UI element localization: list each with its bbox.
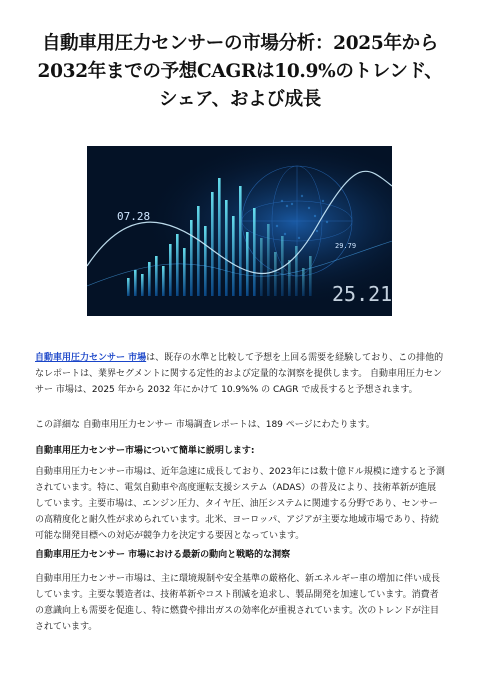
hero-bar xyxy=(225,200,228,296)
intro-text: は、既存の水準と比較して予想を上回る需要を経験しており、この排他的なレポートは、業界セグメントに関する定性的および定量的な洞察を提供します。 自動車用圧力センサー 市場は、2025 年から 2032 年にかけて 10.9%% の CAGR で成長すると予想されます。 xyxy=(35,353,444,395)
hero-bar xyxy=(155,256,158,296)
hero-bar xyxy=(218,178,221,296)
section-1-paragraph: 自動車用圧力センサー市場は、近年急速に成長しており、2023年には数十億ドル規模に達すると予測されています。特に、電気自動車や高度運転支援システム（ADAS）の普及により、技術革新が進展しています。主要市場は、エンジン圧力、タイヤ圧、油圧システムに関連する分野であり、センサーの高精度化と耐久性が求められています。北米、ヨーロッパ、アジアが主要な地域市場であり、持続可能な開発目標への対応が競争力を決定する要因となっています。 xyxy=(35,467,445,541)
hero-bar xyxy=(288,260,291,296)
hero-readout-1: 07.28 xyxy=(117,210,151,223)
hero-readout-3: 25.21 xyxy=(332,282,392,306)
hero-bar xyxy=(141,274,144,296)
financial-chart-illustration xyxy=(87,146,392,316)
title-line-1: 自動車用圧力センサーの市場分析：2025年から xyxy=(41,33,439,54)
hero-bar xyxy=(246,232,249,296)
hero-readout-2: 29.79 xyxy=(335,242,357,250)
title-line-3: シェア、および成長 xyxy=(159,89,321,110)
intro-paragraph xyxy=(35,350,445,398)
hero-bar xyxy=(232,216,235,296)
hero-bar xyxy=(183,248,186,296)
hero-bar xyxy=(162,266,165,296)
hero-bar xyxy=(309,256,312,296)
section-2-heading: 自動車用圧力センサー 市場における最新の動向と戦略的な洞察 xyxy=(35,550,291,560)
hero-bar xyxy=(197,206,200,296)
section-2-paragraph: 自動車用圧力センサー市場は、主に環境規制や安全基準の厳格化、新エネルギー車の増加に伴い成長しています。主要な製造者は、技術革新やコスト削減を追求し、製品開発を加速しています。消費者の意識向上も需要を促進し、特に燃費や排出ガスの効率化が重視されています。次のトレンドが注目されています。 xyxy=(35,574,441,632)
hero-bar xyxy=(274,252,277,296)
report-pages-line: この詳細な 自動車用圧力センサー 市場調査レポートは、189 ページにわたります。 xyxy=(35,420,375,430)
hero-bar xyxy=(253,208,256,296)
hero-bar xyxy=(204,226,207,296)
section-1-heading: 自動車用圧力センサー市場について簡単に説明します: xyxy=(35,446,255,456)
hero-bar xyxy=(267,224,270,296)
hero-bar xyxy=(260,238,263,296)
hero-bar xyxy=(176,234,179,296)
hero-bar xyxy=(211,192,214,296)
hero-image xyxy=(87,146,392,316)
hero-bar xyxy=(302,268,305,296)
hero-bar xyxy=(169,244,172,296)
hero-bar xyxy=(190,220,193,296)
page-title xyxy=(20,30,460,114)
title-line-2: 2032年までの予想CAGRは10.9%のトレンド、 xyxy=(37,61,443,82)
hero-bar xyxy=(239,186,242,296)
hero-bar xyxy=(134,270,137,296)
market-link[interactable]: 自動車用圧力センサー 市場 xyxy=(35,353,147,363)
hero-bar xyxy=(127,278,130,296)
